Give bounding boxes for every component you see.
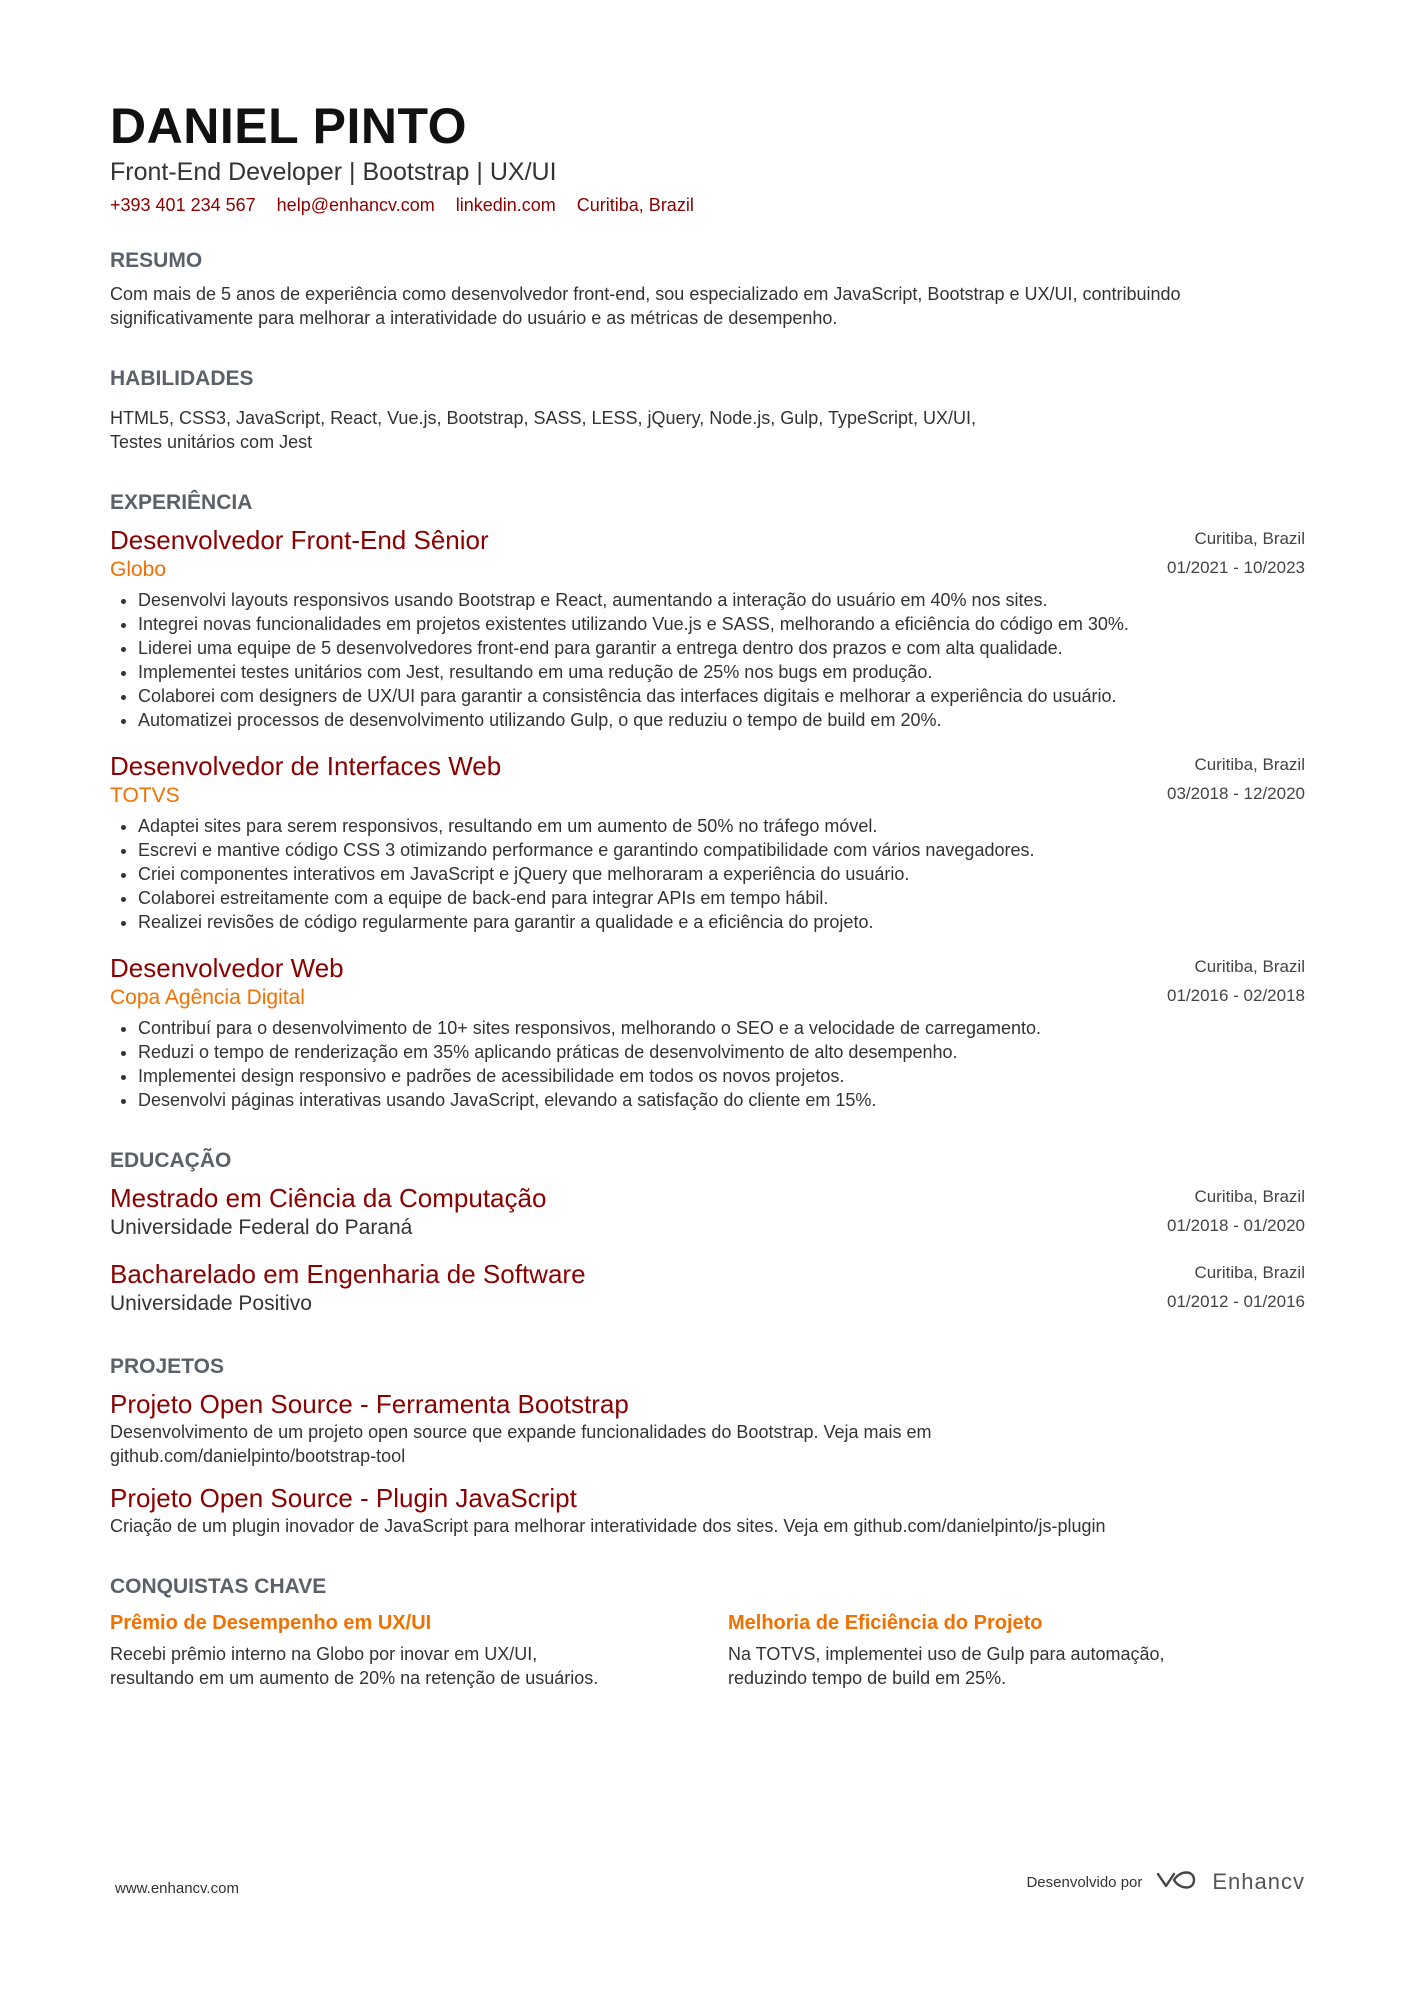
projects-section — [110, 1354, 1305, 1538]
education-entry — [110, 1258, 1305, 1318]
skills-section — [110, 366, 1305, 454]
school: Universidade Federal do Paraná — [110, 1216, 413, 1239]
job-title: Desenvolvedor Web — [110, 953, 344, 983]
experience-entry — [110, 524, 1305, 732]
powered-by-label: Desenvolvido por — [1026, 1873, 1143, 1891]
candidate-name: DANIEL PINTO — [110, 98, 467, 154]
section-title: EXPERIÊNCIA — [110, 491, 253, 514]
job-bullets — [110, 1016, 1305, 1112]
achievement-card — [728, 1608, 1288, 1690]
job-location: Curitiba, Brazil — [1194, 755, 1305, 774]
experience-entry — [110, 750, 1305, 934]
company: Globo — [110, 558, 167, 581]
section-title: EDUCAÇÃO — [110, 1149, 232, 1172]
company: TOTVS — [110, 784, 180, 807]
section-title: RESUMO — [110, 249, 203, 272]
section-title: PROJETOS — [110, 1355, 224, 1378]
list-item: • Implementei design responsivo e padrões de acessibilidade em todos os novos projetos. — [138, 1064, 1305, 1088]
summary-text: Com mais de 5 anos de experiência como desenvolvedor front-end, sou especializado em JavaScript, Bootstrap e UX/UI, contribuindo significativamente para melhorar a interatividade do usuário e as métricas de desempenho. — [110, 284, 1181, 328]
headline: Front-End Developer | Bootstrap | UX/UI — [110, 158, 557, 186]
enhancv-logo-icon — [1154, 1868, 1200, 1896]
project-link[interactable]: github.com/danielpinto/bootstrap-tool — [110, 1446, 406, 1466]
list-item: • Implementei testes unitários com Jest, resultando em uma redução de 25% nos bugs em produção. — [138, 660, 1305, 684]
achievement-title: Melhoria de Eficiência do Projeto — [728, 1612, 1043, 1634]
contact-info — [110, 192, 1305, 218]
list-item: • Adaptei sites para serem responsivos, resultando em um aumento de 50% no tráfego móvel. — [138, 814, 1305, 838]
school-dates: 01/2018 - 01/2020 — [1166, 1216, 1305, 1235]
section-title: CONQUISTAS CHAVE — [110, 1575, 327, 1598]
achievement-title: Prêmio de Desempenho em UX/UI — [110, 1612, 432, 1634]
skills-line: HTML5, CSS3, JavaScript, React, Vue.js, Bootstrap, SASS, LESS, jQuery, Node.js, Gulp, TypeScript, UX/UI, — [110, 408, 977, 428]
list-item: • Desenvolvi layouts responsivos usando Bootstrap e React, aumentando a interação do usuário em 40% nos sites. — [138, 588, 1305, 612]
project-desc: Desenvolvimento de um projeto open source que expande funcionalidades do Bootstrap. Veja mais em — [110, 1422, 932, 1442]
list-item: • Automatizei processos de desenvolvimento utilizando Gulp, o que reduziu o tempo de build em 20%. — [138, 708, 1305, 732]
achievement-desc-line: resultando em um aumento de 20% na retenção de usuários. — [110, 1668, 599, 1688]
achievement-desc-line: Recebi prêmio interno na Globo por inovar em UX/UI, — [110, 1644, 538, 1664]
footer-branding — [1026, 1868, 1305, 1896]
achievement-desc-line: Na TOTVS, implementei uso de Gulp para automação, — [728, 1644, 1165, 1664]
experience-entry — [110, 952, 1305, 1112]
experience-section — [110, 490, 1305, 1112]
list-item: • Integrei novas funcionalidades em projetos existentes utilizando Vue.js e SASS, melhorando a eficiência do código em 30%. — [138, 612, 1305, 636]
job-title: Desenvolvedor Front-End Sênior — [110, 525, 489, 555]
list-item: • Escrevi e mantive código CSS 3 otimizando performance e garantindo compatibilidade com vários navegadores. — [138, 838, 1305, 862]
project-entry — [110, 1482, 1305, 1538]
achievements-section — [110, 1574, 1305, 1690]
school-location: Curitiba, Brazil — [1194, 1187, 1305, 1206]
list-item: • Reduzi o tempo de renderização em 35% aplicando práticas de desenvolvimento de alto desempenho. — [138, 1040, 1305, 1064]
job-location: Curitiba, Brazil — [1194, 957, 1305, 976]
list-item: • Colaborei estreitamente com a equipe de back-end para integrar APIs em tempo hábil. — [138, 886, 1305, 910]
job-bullets — [110, 814, 1305, 934]
email-link[interactable]: help@enhancv.com — [276, 195, 435, 215]
project-entry — [110, 1388, 1305, 1468]
achievement-desc — [728, 1642, 1288, 1690]
list-item: • Liderei uma equipe de 5 desenvolvedores front-end para garantir a entrega dentro dos prazos e com alta qualidade. — [138, 636, 1305, 660]
degree: Bacharelado em Engenharia de Software — [110, 1259, 586, 1289]
project-desc: Criação de um plugin inovador de JavaScript para melhorar interatividade dos sites. Veja em github.com/danielpinto/js-plugin — [110, 1516, 1106, 1536]
achievement-desc — [110, 1642, 670, 1690]
job-dates: 01/2016 - 02/2018 — [1166, 986, 1305, 1005]
list-item: • Desenvolvi páginas interativas usando JavaScript, elevando a satisfação do cliente em 15%. — [138, 1088, 1305, 1112]
phone[interactable]: +393 401 234 567 — [110, 195, 256, 215]
location: Curitiba, Brazil — [576, 195, 694, 215]
header — [110, 98, 1305, 218]
education-section — [110, 1148, 1305, 1318]
education-entry — [110, 1182, 1305, 1242]
list-item: • Realizei revisões de código regularmente para garantir a qualidade e a eficiência do projeto. — [138, 910, 1305, 934]
job-dates: 01/2021 - 10/2023 — [1166, 558, 1305, 577]
resume-content — [110, 98, 1305, 1690]
project-title: Projeto Open Source - Ferramenta Bootstrap — [110, 1389, 629, 1419]
linkedin-link[interactable]: linkedin.com — [455, 195, 556, 215]
section-title: HABILIDADES — [110, 367, 254, 390]
list-item: • Colaborei com designers de UX/UI para garantir a consistência das interfaces digitais e melhorar a experiência do usuário. — [138, 684, 1305, 708]
school: Universidade Positivo — [110, 1292, 312, 1315]
project-title: Projeto Open Source - Plugin JavaScript — [110, 1483, 577, 1513]
job-title: Desenvolvedor de Interfaces Web — [110, 751, 502, 781]
school-dates: 01/2012 - 01/2016 — [1166, 1292, 1305, 1311]
skills-line: Testes unitários com Jest — [110, 432, 313, 452]
achievement-desc-line: reduzindo tempo de build em 25%. — [728, 1668, 1007, 1688]
footer-site-link[interactable]: www.enhancv.com — [115, 1880, 239, 1897]
achievement-card — [110, 1608, 670, 1690]
list-item: • Contribuí para o desenvolvimento de 10+ sites responsivos, melhorando o SEO e a velocidade de carregamento. — [138, 1016, 1305, 1040]
degree: Mestrado em Ciência da Computação — [110, 1183, 547, 1213]
summary-section — [110, 248, 1305, 330]
job-location: Curitiba, Brazil — [1194, 529, 1305, 548]
company: Copa Agência Digital — [110, 986, 305, 1009]
enhancv-brand[interactable]: Enhancv — [1212, 1869, 1305, 1894]
job-bullets — [110, 588, 1305, 732]
school-location: Curitiba, Brazil — [1194, 1263, 1305, 1282]
list-item: • Criei componentes interativos em JavaScript e jQuery que melhoraram a experiência do usuário. — [138, 862, 1305, 886]
job-dates: 03/2018 - 12/2020 — [1166, 784, 1305, 803]
